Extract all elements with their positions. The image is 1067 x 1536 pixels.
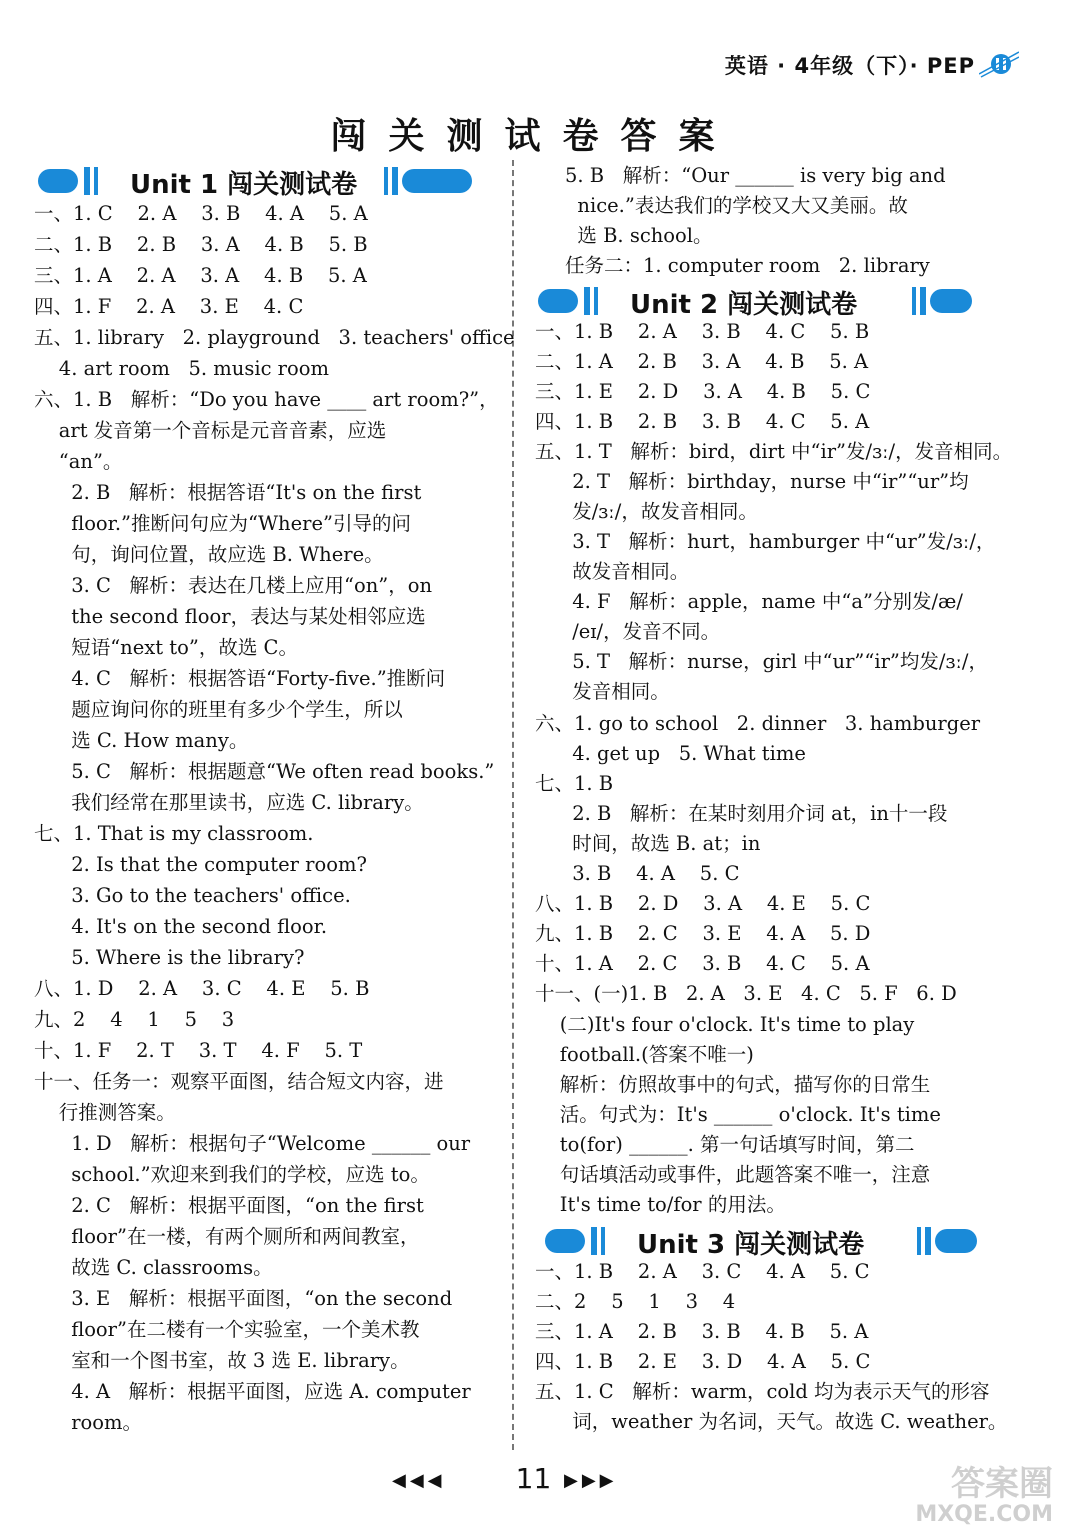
answer-line: 故发音相同。 bbox=[535, 560, 690, 583]
answer-line: 三、1. A 2. B 3. B 4. B 5. A bbox=[535, 1320, 869, 1343]
watermark-cn: 答案圈 bbox=[951, 1464, 1053, 1504]
answer-line: 四、1. B 2. B 3. B 4. C 5. A bbox=[535, 410, 870, 433]
answer-line: 六、1. B 解析：“Do you have ____ art room?”， bbox=[34, 388, 499, 411]
answer-line: 五、1. library 2. playground 3. teachers' office bbox=[34, 326, 515, 349]
answer-line: 4. F 解析：apple，name 中“a”分别发/æ/ bbox=[535, 590, 963, 613]
answer-line: 5. B 解析：“Our ______ is very big and bbox=[565, 164, 946, 187]
answer-line: 一、1. C 2. A 3. B 4. A 5. A bbox=[34, 202, 368, 225]
answer-line: 四、1. B 2. E 3. D 4. A 5. C bbox=[535, 1350, 871, 1373]
answer-line: 一、1. B 2. A 3. B 4. C 5. B bbox=[535, 320, 870, 343]
answer-line: 任务二：1. computer room 2. library bbox=[565, 254, 930, 277]
answer-line: 4. C 解析：根据答语“Forty-five.”推断问 bbox=[34, 667, 446, 690]
answer-line: 二、1. A 2. B 3. A 4. B 5. A bbox=[535, 350, 869, 373]
answer-line: 八、1. B 2. D 3. A 4. E 5. C bbox=[535, 892, 871, 915]
answer-line: 五、1. C 解析：warm，cold 均为表示天气的形容 bbox=[535, 1380, 990, 1403]
answer-line: 三、1. A 2. A 3. A 4. B 5. A bbox=[34, 264, 367, 287]
answer-line: 发音相同。 bbox=[535, 680, 670, 703]
answer-line: (二)It's four o'clock. It's time to play bbox=[535, 1013, 915, 1036]
answer-line: 七、1. That is my classroom. bbox=[34, 822, 314, 845]
answer-line: 二、2 5 1 3 4 bbox=[535, 1290, 736, 1313]
answer-line: 5. T 解析：nurse，girl 中“ur”“ir”均发/ɜː/， bbox=[535, 650, 989, 673]
answer-line: 3. E 解析：根据平面图，“on the second bbox=[34, 1287, 453, 1310]
answer-line: 七、1. B bbox=[535, 772, 614, 795]
answer-line: floor”在一楼，有两个厕所和两间教室， bbox=[34, 1225, 420, 1248]
answer-line: 我们经常在那里读书，应选 C. library。 bbox=[34, 791, 424, 814]
answer-line: 3. Go to the teachers' office. bbox=[34, 884, 351, 907]
watermark-logo bbox=[903, 1465, 1053, 1531]
answer-line: 3. C 解析：表达在几楼上应用“on”，on bbox=[34, 574, 433, 597]
answer-line: 九、2 4 1 5 3 bbox=[34, 1008, 235, 1031]
book-badge-icon bbox=[979, 48, 1019, 78]
answer-line: floor.”推断问句应为“Where”引导的问 bbox=[34, 512, 411, 535]
answer-line: 发/ɜː/，故发音相同。 bbox=[535, 500, 758, 523]
answer-line: 3. T 解析：hurt，hamburger 中“ur”发/ɜː/， bbox=[535, 530, 996, 553]
answer-line: room。 bbox=[34, 1411, 142, 1434]
answer-line: 2. Is that the computer room? bbox=[34, 853, 367, 876]
unit-2-header bbox=[538, 284, 972, 318]
answer-line: 六、1. go to school 2. dinner 3. hamburger bbox=[535, 712, 981, 735]
answer-line: nice.”表达我们的学校又大又美丽。故 bbox=[565, 194, 908, 217]
next-arrows-icon: ▶▶▶ bbox=[564, 1470, 618, 1491]
answer-line: 2. B 解析：根据答语“It's on the first bbox=[34, 481, 422, 504]
answer-line: 解析：仿照故事中的句式，描写你的日常生 bbox=[535, 1073, 931, 1096]
answer-line: 四、1. F 2. A 3. E 4. C bbox=[34, 295, 304, 318]
answer-line: 一、1. B 2. A 3. C 4. A 5. C bbox=[535, 1260, 870, 1283]
answer-line: /eɪ/，发音不同。 bbox=[535, 620, 721, 643]
answer-line: 三、1. E 2. D 3. A 4. B 5. C bbox=[535, 380, 871, 403]
answer-line: 4. get up 5. What time bbox=[535, 742, 806, 765]
answer-line: school.”欢迎来到我们的学校，应选 to。 bbox=[34, 1163, 430, 1186]
answer-line: 九、1. B 2. C 3. E 4. A 5. D bbox=[535, 922, 871, 945]
answer-line: 八、1. D 2. A 3. C 4. E 5. B bbox=[34, 977, 370, 1000]
answer-line: 4. It's on the second floor. bbox=[34, 915, 328, 938]
answer-line: 室和一个图书室，故 3 选 E. library。 bbox=[34, 1349, 410, 1372]
answer-line: 五、1. T 解析：bird，dirt 中“ir”发/ɜː/，发音相同。 bbox=[535, 440, 1013, 463]
answer-line: 十一、任务一：观察平面图，结合短文内容，进 bbox=[34, 1070, 444, 1093]
answer-line: 1. D 解析：根据句子“Welcome ______ our bbox=[34, 1132, 471, 1155]
unit-3-header bbox=[545, 1224, 977, 1258]
answer-line: floor”在二楼有一个实验室，一个美术教 bbox=[34, 1318, 420, 1341]
unit-1-title: Unit 1 闯关测试卷 bbox=[130, 170, 358, 200]
answer-line: “an”。 bbox=[34, 450, 123, 473]
answer-line: 十、1. F 2. T 3. T 4. F 5. T bbox=[34, 1039, 363, 1062]
answer-line: 2. T 解析：birthday，nurse 中“ir”“ur”均 bbox=[535, 470, 969, 493]
prev-arrows-icon: ◀◀◀ bbox=[392, 1470, 446, 1491]
answer-line: 2. C 解析：根据平面图，“on the first bbox=[34, 1194, 424, 1217]
answer-line: art 发音第一个音标是元音音素，应选 bbox=[34, 419, 387, 442]
answer-line: to(for) ______. 第一句话填写时间，第二 bbox=[535, 1133, 915, 1156]
answer-line: 4. A 解析：根据平面图，应选 A. computer bbox=[34, 1380, 471, 1403]
answer-line: 短语“next to”，故选 C。 bbox=[34, 636, 298, 659]
page-title: 闯关测试卷答案 bbox=[330, 115, 737, 157]
answer-line: It's time to/for 的用法。 bbox=[535, 1193, 786, 1216]
answer-line: 选 B. school。 bbox=[565, 224, 713, 247]
answer-line: 2. B 解析：在某时刻用介词 at，in十一段 bbox=[535, 802, 948, 825]
answer-line: 3. B 4. A 5. C bbox=[535, 862, 740, 885]
subject-header: 英语 · 4年级（下）· PEP bbox=[724, 54, 975, 78]
answer-line: 词，weather 为名词，天气。故选 C. weather。 bbox=[535, 1410, 1008, 1433]
answer-line: 十、1. A 2. C 3. B 4. C 5. A bbox=[535, 952, 870, 975]
answer-line: 句，询问位置，故应选 B. Where。 bbox=[34, 543, 384, 566]
answer-line: 5. Where is the library? bbox=[34, 946, 305, 969]
column-divider bbox=[512, 160, 514, 1450]
answer-line: 题应询问你的班里有多少个学生，所以 bbox=[34, 698, 403, 721]
answer-line: 4. art room 5. music room bbox=[34, 357, 329, 380]
answer-line: 十一、(一)1. B 2. A 3. E 4. C 5. F 6. D bbox=[535, 982, 957, 1005]
answer-line: 二、1. B 2. B 3. A 4. B 5. B bbox=[34, 233, 368, 256]
answer-line: the second floor，表达与某处相邻应选 bbox=[34, 605, 426, 628]
unit-1-header bbox=[38, 164, 472, 198]
unit-2-title: Unit 2 闯关测试卷 bbox=[630, 290, 858, 320]
answer-line: 故选 C. classrooms。 bbox=[34, 1256, 273, 1279]
answer-line: 选 C. How many。 bbox=[34, 729, 249, 752]
page-number: 11 bbox=[515, 1462, 552, 1495]
answer-line: 5. C 解析：根据题意“We often read books.” bbox=[34, 760, 495, 783]
answer-line: football.(答案不唯一) bbox=[535, 1043, 754, 1066]
answer-line: 行推测答案。 bbox=[34, 1101, 176, 1124]
answer-line: 句话填活动或事件，此题答案不唯一，注意 bbox=[535, 1163, 931, 1186]
answer-line: 活。句式为：It's ______ o'clock. It's time bbox=[535, 1103, 941, 1126]
unit-3-title: Unit 3 闯关测试卷 bbox=[637, 1230, 865, 1260]
answer-line: 时间，故选 B. at；in bbox=[535, 832, 761, 855]
watermark-en: MXQE.COM bbox=[915, 1502, 1053, 1527]
